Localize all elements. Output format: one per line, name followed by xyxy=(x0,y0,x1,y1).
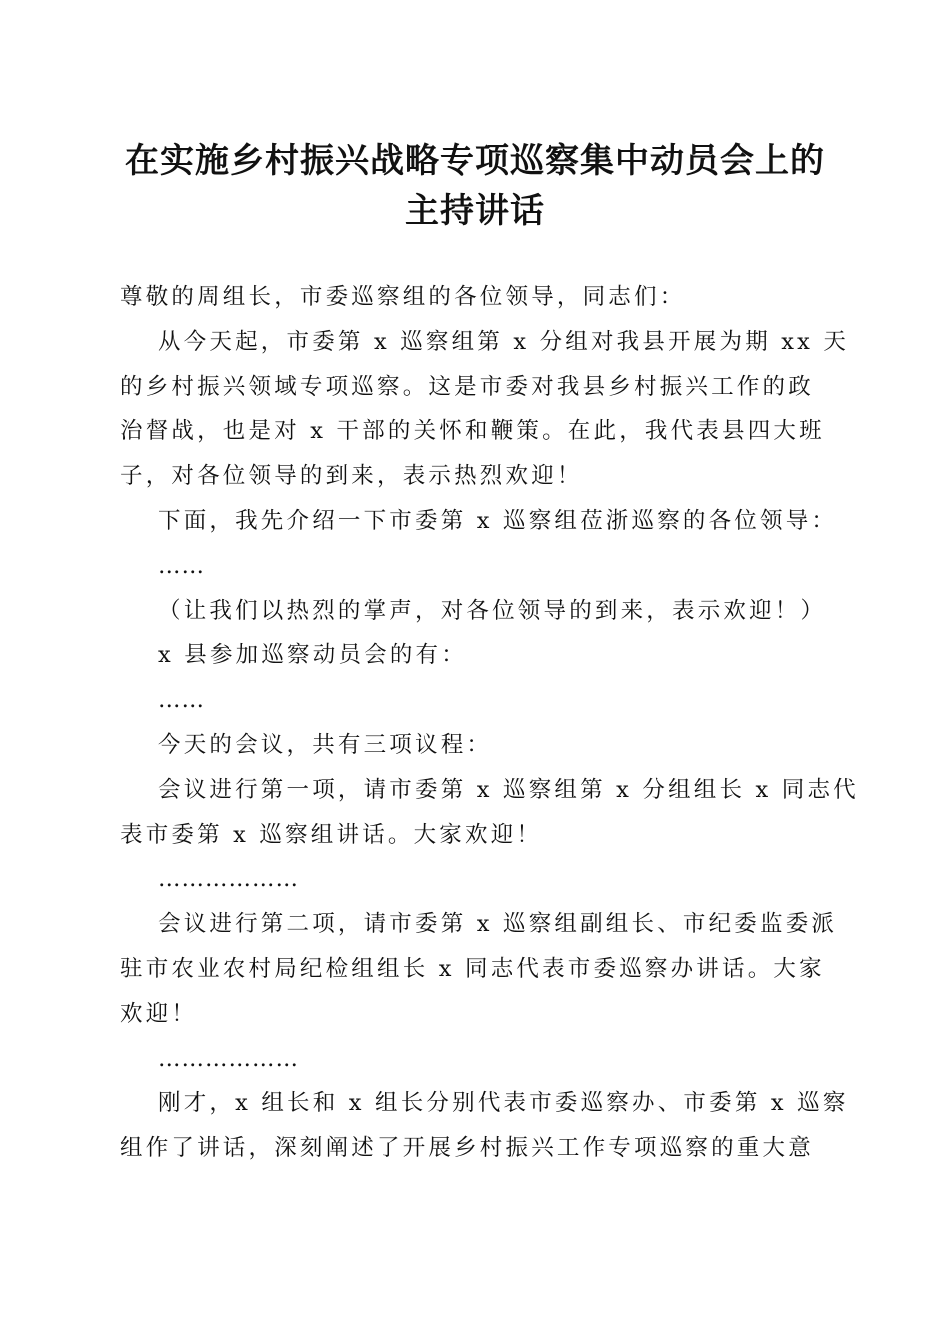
ellipsis-line: …… xyxy=(158,552,205,579)
paragraph-line: 子，对各位领导的到来，表示热烈欢迎！ xyxy=(120,463,583,490)
paragraph-line: x 县参加巡察动员会的有： xyxy=(158,642,467,669)
paragraph-line: 会议进行第一项，请市委第 x 巡察组第 x 分组组长 x 同志代 xyxy=(158,776,859,803)
paragraph-line: 治督战，也是对 x 干部的关怀和鞭策。在此，我代表县四大班 xyxy=(120,418,825,445)
paragraph-line: 表市委第 x 巡察组讲话。大家欢迎！ xyxy=(120,821,543,848)
title-line-1: 在实施乡村振兴战略专项巡察集中动员会上的 xyxy=(125,141,825,181)
paragraph-line: 欢迎！ xyxy=(120,1000,198,1027)
ellipsis-line: …… xyxy=(158,687,205,714)
paragraph-line: 的乡村振兴领域专项巡察。这是市委对我县乡村振兴工作的政 xyxy=(120,373,814,400)
ellipsis-line: ……………… xyxy=(158,1045,299,1072)
salutation-line: 尊敬的周组长，市委巡察组的各位领导，同志们： xyxy=(120,284,686,310)
paragraph-line: （让我们以热烈的掌声，对各位领导的到来，表示欢迎！） xyxy=(158,597,827,624)
document-title xyxy=(100,136,850,236)
paragraph-line: 组作了讲话，深刻阐述了开展乡村振兴工作专项巡察的重大意 xyxy=(120,1135,814,1162)
ellipsis-line: ……………… xyxy=(158,866,299,893)
paragraph-line: 从今天起，市委第 x 巡察组第 x 分组对我县开展为期 xx 天 xyxy=(158,328,850,355)
paragraph-line: 今天的会议，共有三项议程： xyxy=(158,731,493,758)
document-body xyxy=(120,275,859,1171)
paragraph-line: 刚才，x 组长和 x 组长分别代表市委巡察办、市委第 x 巡察 xyxy=(158,1090,849,1117)
paragraph-line: 会议进行第二项，请市委第 x 巡察组副组长、市纪委监委派 xyxy=(158,911,838,938)
paragraph-line: 下面，我先介绍一下市委第 x 巡察组莅浙巡察的各位领导： xyxy=(158,507,838,534)
title-line-2: 主持讲话 xyxy=(405,191,545,231)
paragraph-line: 驻市农业农村局纪检组组长 x 同志代表市委巡察办讲话。大家 xyxy=(120,955,825,982)
